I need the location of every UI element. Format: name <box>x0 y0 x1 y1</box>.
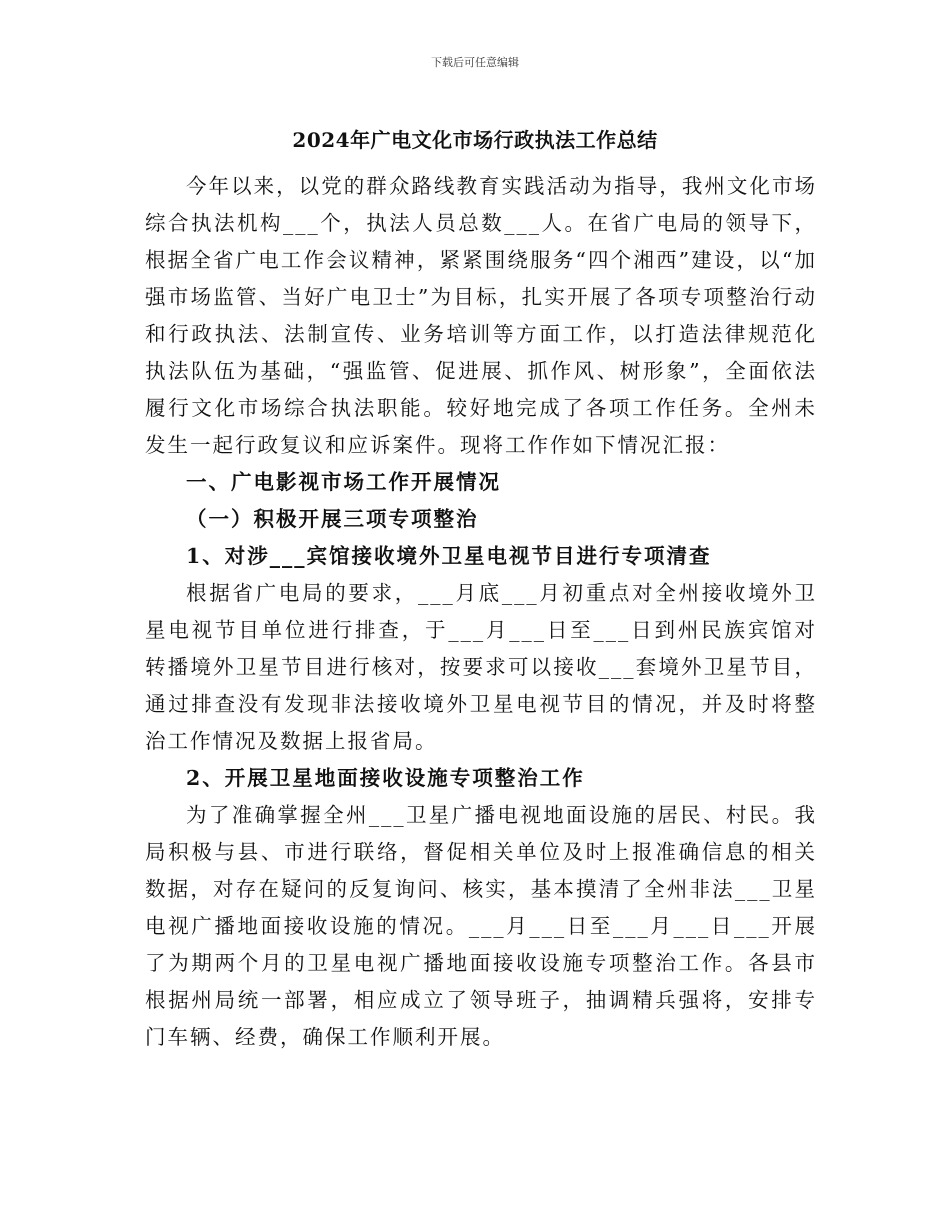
item-heading-2: 2、开展卫星地面接收设施专项整治工作 <box>186 766 585 790</box>
item-heading-1: 1、对涉___宾馆接收境外卫星电视节目进行专项清查 <box>186 544 712 568</box>
intro-paragraph: 今年以来，以党的群众路线教育实践活动为指导，我州文化市场综合执法机构___个，执法人员总数___人。在省广电局的领导下，根据全省广电工作会议精神，紧紧围绕服务“四个湘西”建设，以“加强市场监管、当好广电卫士”为目标，扎实开展了各项专项整治行动和行政执法、法制宣传、业务培训等方面工作，以打造法律规范化执法队伍为基础，“强监管、促进展、抓作风、树形象”，全面依法履行文化市场综合执法职能。较好地完成了各项工作任务。全州未发生一起行政复议和应诉案件。现将工作作如下情况汇报： <box>145 174 817 457</box>
header-note: 下载后可任意编辑 <box>431 56 519 69</box>
document-title: 2024年广电文化市场行政执法工作总结 <box>292 128 658 152</box>
item-paragraph-1: 根据省广电局的要求，___月底___月初重点对全州接收境外卫星电视节目单位进行排查，于___月___日至___日到州民族宾馆对转播境外卫星节目进行核对，按要求可以接收___套境外卫星节目，通过排查没有发现非法接收境外卫星电视节目的情况，并及时将整治工作情况及数据上报省局。 <box>145 581 817 753</box>
section-heading: 一、广电影视市场工作开展情况 <box>186 470 501 494</box>
document-body <box>145 168 817 1056</box>
item-paragraph-2: 为了准确掌握全州___卫星广播电视地面设施的居民、村民。我局积极与县、市进行联络，督促相关单位及时上报准确信息的相关数据，对存在疑问的反复询问、核实，基本摸清了全州非法___卫星电视广播地面接收设施的情况。___月___日至___月___日___开展了为期两个月的卫星电视广播地面接收设施专项整治工作。各县市根据州局统一部署，相应成立了领导班子，抽调精兵强将，安排专门车辆、经费，确保工作顺利开展。 <box>145 803 817 1049</box>
subsection-heading: （一）积极开展三项专项整治 <box>186 507 479 531</box>
